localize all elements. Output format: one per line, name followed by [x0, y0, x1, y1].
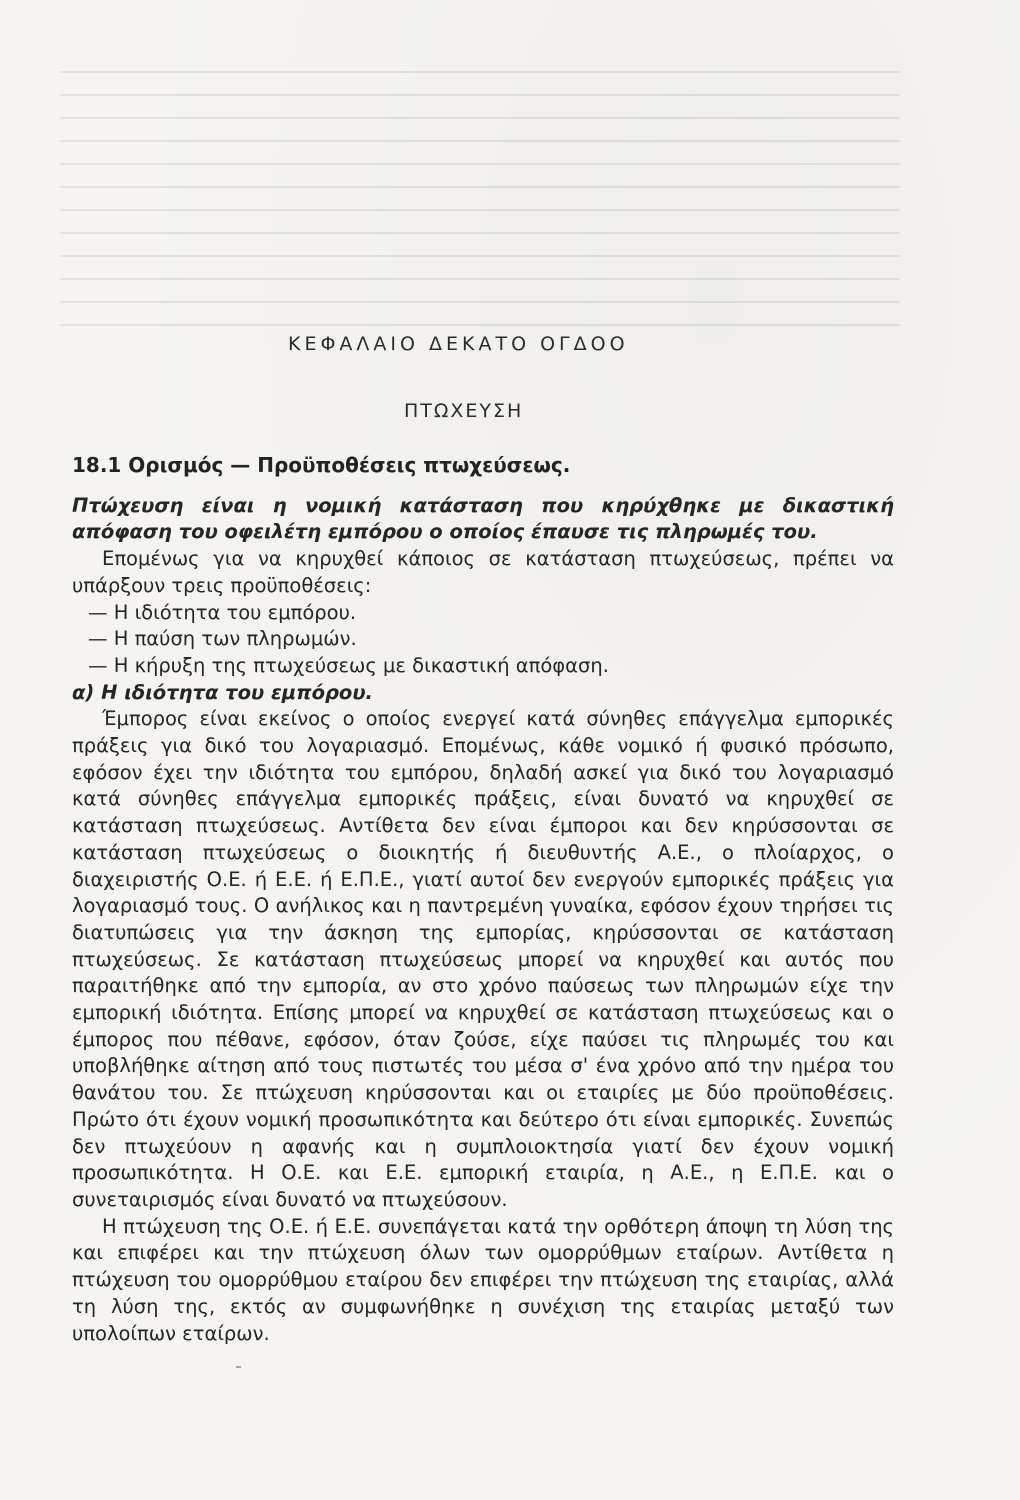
section-heading: 18.1 Ορισμός — Προϋποθέσεις πτωχεύσεως.	[72, 453, 571, 477]
chapter-heading: ΚΕΦΑΛΑΙΟ ΔΕΚΑΤΟ ΟΓΔΟΟ	[288, 333, 629, 355]
definition-paragraph: Πτώχευση είναι η νομική κατάσταση που κηρύχθηκε με δικαστική απόφαση του οφειλέτη εμπόρου ο οποίος έπαυσε τις πληρωμές του.	[72, 493, 894, 544]
body-paragraph: Η πτώχευση της Ο.Ε. ή Ε.Ε. συνεπάγεται κατά την ορθότερη άποψη τη λύση της και επιφέρει και την πτώχευση όλων των ομορρύθμων εταίρων. Αντίθετα η πτώχευση του ομορρύθμου εταίρου δεν επιφέρει την πτώχευση της εταιρίας, αλλά τη λύση της, εκτός αν συμφωνήθηκε η συνέχιση της εταιρίας μεταξύ των υπολοίπων εταίρων.	[72, 1214, 894, 1345]
body-paragraph: Έμπορος είναι εκείνος ο οποίος ενεργεί κατά σύνηθες επάγγελμα εμπορικές πράξεις για δικό του λογαριασμό. Επομένως, κάθε νομικό ή φυσικό πρόσωπο, εφόσον έχει την ιδιότητα του εμπόρου, δηλαδή ασκεί για δικό του λογαριασμό κατά σύνηθες επάγγελμα εμπορικές πράξεις, είναι δυνατό να κηρυχθεί σε κατάσταση πτωχεύσεως. Αντίθετα δεν είναι έμποροι και δεν κηρύσσονται σε κατάσταση πτωχεύσεως ο διοικητής ή διευθυντής Α.Ε., ο πλοίαρχος, ο διαχειριστής Ο.Ε. ή Ε.Ε. ή Ε.Π.Ε., γιατί αυτοί δεν ενεργούν εμπορικές πράξεις για λογαριασμό τους. Ο ανήλικος και η παντρεμένη γυναίκα, εφόσον έχουν τηρήσει τις διατυπώσεις για την άσκηση της εμπορίας, κηρύσσονται σε κατάσταση πτωχεύσεως. Σε κατάσταση πτωχεύσεως μπορεί να κηρυχθεί και αυτός που παραιτήθηκε από την εμπορία, αν στο χρόνο παύσεως των πληρωμών είχε την εμπορική ιδιότητα. Επίσης μπορεί να κηρυχθεί σε κατάσταση πτωχεύσεως και ο έμπορος που πέθανε, εφόσον, όταν ζούσε, είχε παύσει τις πληρωμές του και υποβλήθηκε αίτηση από τους πιστωτές του μέσα σ' ένα χρόνο από την ημέρα του θανάτου του. Σε πτώχευση κηρύσσονται και οι εταιρίες με δύο προϋποθέσεις. Πρώτο ότι έχουν νομική προσωπικότητα και δεύτερο ότι είναι εμπορικές. Συνεπώς δεν πτωχεύουν η αφανής και η συμπλοιοκτησία γιατί δεν έχουν νομική προσωπικότητα. Η Ο.Ε. και Ε.Ε. εμπορική εταιρία, η Α.Ε., η Ε.Π.Ε. και ο συνεταιρισμός είναι δυνατό να πτωχεύσουν.	[72, 707, 894, 1211]
list-item: — Η κήρυξη της πτωχεύσεως με δικαστική απόφαση.	[88, 653, 894, 680]
page-body	[72, 452, 894, 1347]
intro-paragraph: Επομένως για να κηρυχθεί κάποιος σε κατάσταση πτωχεύσεως, πρέπει να υπάρξουν τρεις προϋποθέσεις:	[72, 547, 894, 597]
stray-mark	[236, 1366, 241, 1368]
subsection-heading: α) Η ιδιότητα του εμπόρου.	[72, 680, 373, 704]
list-item: — Η παύση των πληρωμών.	[88, 626, 894, 653]
chapter-title: ΠΤΩΧΕΥΣΗ	[404, 400, 524, 422]
prerequisites-list	[72, 600, 894, 680]
show-through-text	[60, 50, 900, 370]
list-item: — Η ιδιότητα του εμπόρου.	[88, 600, 894, 627]
